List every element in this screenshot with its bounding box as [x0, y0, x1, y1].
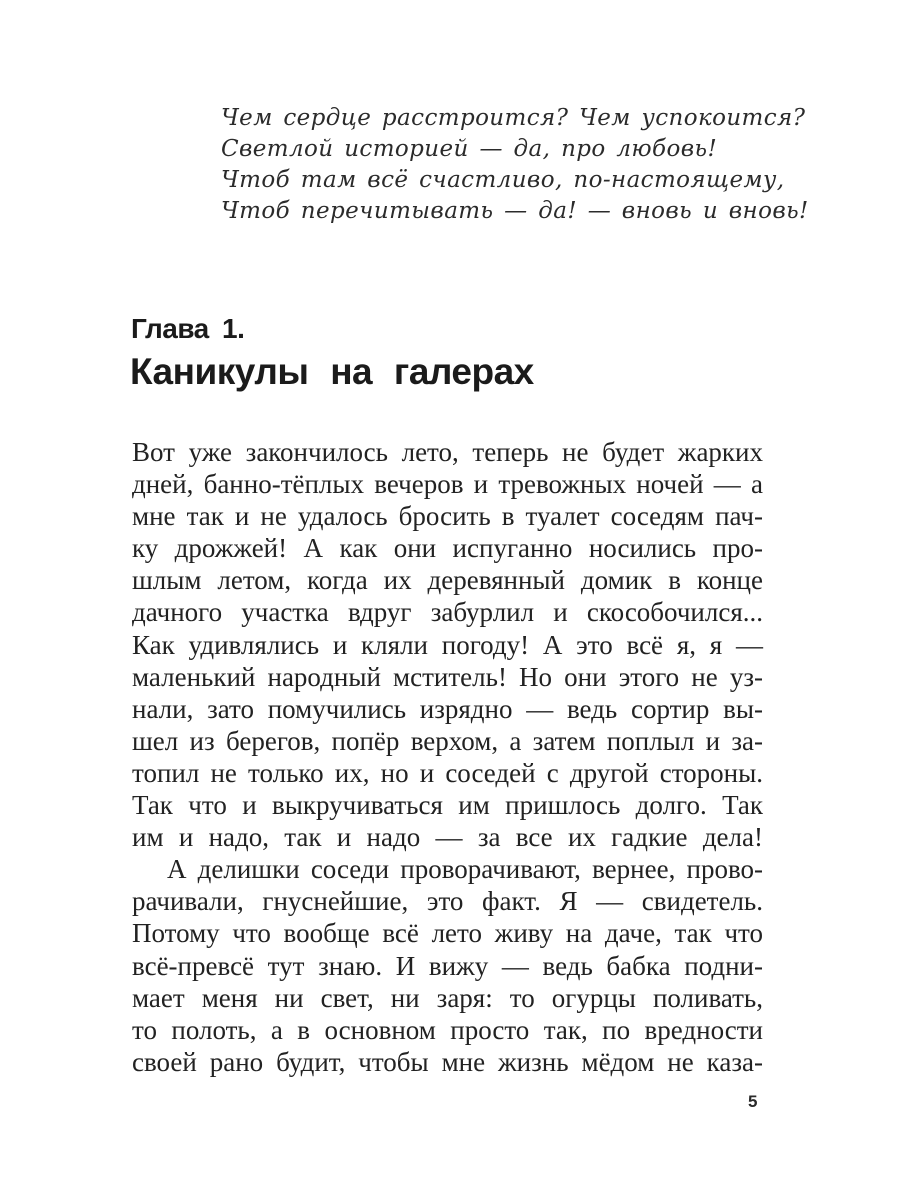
- epigraph-line: Светлой историей — да, про любовь!: [221, 136, 718, 162]
- body-line-paragraph-start: А делишки соседи проворачивают, вернее, прово-: [167, 854, 763, 885]
- body-line: топил не только их, но и соседей с другой стороны.: [132, 757, 763, 788]
- body-line: дней, банно-тёплых вечеров и тревожных ночей — а: [132, 469, 763, 500]
- body-line: маленький народный мститель! Но они этого не уз-: [132, 661, 763, 692]
- epigraph-line: Чем сердце расстроится? Чем успокоится?: [221, 105, 806, 131]
- body-line: нали, зато помучились изрядно — ведь сортир вы-: [132, 693, 763, 724]
- body-line: своей рано будит, чтобы мне жизнь мёдом не каза-: [132, 1046, 763, 1077]
- body-line: всё-превсё тут знаю. И вижу — ведь бабка подни-: [132, 950, 763, 981]
- body-line: дачного участка вдруг забурлил и скособочился...: [132, 597, 763, 628]
- body-line: мне так и не удалось бросить в туалет соседям пач-: [132, 501, 763, 532]
- page-number: 5: [748, 1092, 758, 1111]
- chapter-label: Глава 1.: [131, 313, 245, 344]
- body-line: Вот уже закончилось лето, теперь не будет жарких: [132, 437, 763, 467]
- body-line: шлым летом, когда их деревянный домик в конце: [132, 565, 763, 596]
- body-line: Потому что вообще всё лето живу на даче, так что: [132, 918, 763, 949]
- epigraph-line: Чтоб перечитывать — да! — вновь и вновь!: [221, 198, 809, 224]
- epigraph-line: Чтоб там всё счастливо, по-настоящему,: [221, 167, 785, 193]
- body-line: шел из берегов, попёр верхом, а затем поплыл и за-: [132, 725, 763, 756]
- body-line: то полоть, а в основном просто так, по вредности: [132, 1014, 763, 1045]
- body-text: [132, 436, 763, 1078]
- body-line: ку дрожжей! А как они испуганно носились про-: [132, 533, 763, 564]
- chapter-title: Каникулы на галерах: [130, 351, 534, 392]
- body-line: им и надо, так и надо — за все их гадкие дела!: [132, 822, 763, 853]
- body-line: Так что и выкручиваться им пришлось долго. Так: [132, 790, 763, 821]
- body-line: Как удивлялись и кляли погоду! А это всё я, я —: [132, 629, 763, 660]
- body-line: рачивали, гнуснейшие, это факт. Я — свидетель.: [132, 886, 763, 917]
- epigraph: [221, 103, 809, 227]
- body-line: мает меня ни свет, ни заря: то огурцы поливать,: [132, 982, 763, 1013]
